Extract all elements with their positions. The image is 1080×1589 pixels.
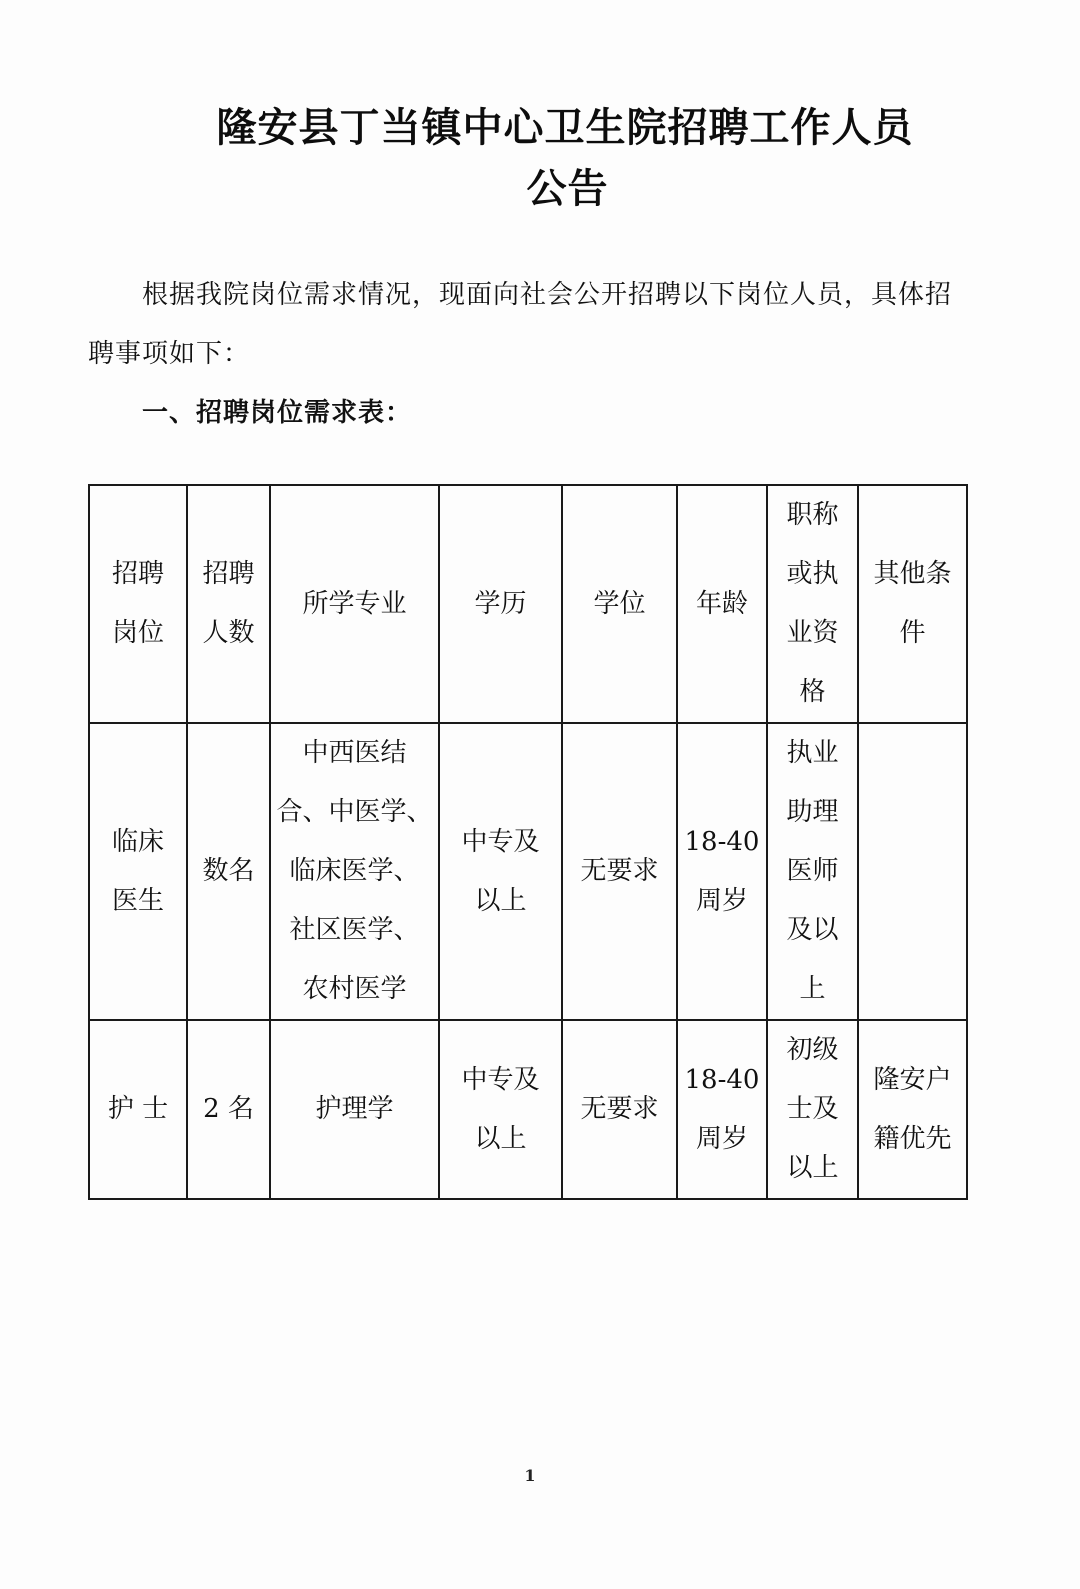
cell-qualification bbox=[767, 485, 858, 723]
intro-paragraph-line-2: 聘事项如下： bbox=[88, 339, 251, 369]
cell-other-conditions bbox=[858, 723, 967, 1020]
cell-qualification bbox=[767, 723, 858, 1020]
cell-text-line: 上 bbox=[799, 974, 826, 1004]
cell-text-line: 护 士 bbox=[107, 1094, 169, 1124]
cell-text-line: 临床 bbox=[111, 826, 164, 857]
cell-text-line: 周岁 bbox=[695, 885, 748, 916]
cell-text-line: 农村医学 bbox=[302, 974, 407, 1004]
cell-text-line: 格 bbox=[799, 677, 826, 707]
page-number: 1 bbox=[524, 1466, 536, 1485]
cell-text-line: 中专及 bbox=[461, 826, 540, 857]
cell-age bbox=[677, 485, 767, 723]
cell-text-line: 学历 bbox=[474, 588, 527, 619]
cell-text-line: 医师 bbox=[786, 856, 839, 886]
cell-age bbox=[677, 1020, 767, 1199]
table-row bbox=[89, 1020, 967, 1199]
cell-text-line: 2 名 bbox=[203, 1094, 254, 1124]
intro-paragraph-line-1: 根据我院岗位需求情况，现面向社会公开招聘以下岗位人员，具体招 bbox=[142, 280, 953, 310]
cell-other-conditions bbox=[858, 485, 967, 723]
cell-headcount bbox=[187, 723, 270, 1020]
cell-degree bbox=[562, 1020, 677, 1199]
cell-degree bbox=[562, 485, 677, 723]
cell-education bbox=[439, 485, 562, 723]
section-heading: 一、招聘岗位需求表： bbox=[142, 398, 413, 428]
cell-text-line: 以上 bbox=[474, 885, 527, 916]
cell-text-line: 合、中医学、 bbox=[276, 797, 433, 827]
cell-text-line: 无要求 bbox=[580, 1094, 659, 1124]
cell-headcount bbox=[187, 1020, 270, 1199]
page-title-continued: 公告 bbox=[526, 166, 609, 212]
cell-text-line: 招聘 bbox=[111, 559, 164, 589]
table-header-row bbox=[89, 485, 967, 723]
cell-education bbox=[439, 723, 562, 1020]
cell-position bbox=[89, 1020, 187, 1199]
cell-degree bbox=[562, 723, 677, 1020]
cell-major bbox=[270, 1020, 439, 1199]
page-title: 隆安县丁当镇中心卫生院招聘工作人员 bbox=[216, 105, 914, 151]
cell-text-line: 社区医学、 bbox=[289, 915, 420, 945]
cell-text-line: 中西医结 bbox=[302, 738, 407, 768]
cell-text-line: 隆安户 bbox=[873, 1064, 952, 1095]
cell-text-line: 学位 bbox=[593, 588, 646, 619]
cell-text-line: 士及 bbox=[786, 1094, 839, 1124]
cell-text-line: 岗位 bbox=[111, 618, 164, 648]
cell-position bbox=[89, 723, 187, 1020]
cell-text-line: 以上 bbox=[786, 1153, 839, 1183]
cell-qualification bbox=[767, 1020, 858, 1199]
cell-text-line: 医生 bbox=[111, 885, 164, 916]
cell-text-line: 籍优先 bbox=[873, 1123, 952, 1154]
cell-text-line: 18-40 bbox=[684, 826, 760, 857]
cell-text-line: 执业 bbox=[786, 738, 839, 768]
cell-education bbox=[439, 1020, 562, 1199]
cell-text-line: 招聘 bbox=[202, 559, 255, 589]
cell-text-line: 18-40 bbox=[684, 1064, 760, 1095]
recruitment-table bbox=[88, 484, 968, 1200]
cell-text-line: 及以 bbox=[786, 915, 839, 945]
cell-position bbox=[89, 485, 187, 723]
cell-other-conditions bbox=[858, 1020, 967, 1199]
cell-text-line: 初级 bbox=[786, 1035, 839, 1065]
cell-text-line: 中专及 bbox=[461, 1064, 540, 1095]
cell-major bbox=[270, 723, 439, 1020]
cell-text-line: 无要求 bbox=[580, 856, 659, 886]
table-row bbox=[89, 723, 967, 1020]
cell-headcount bbox=[187, 485, 270, 723]
cell-text-line: 业资 bbox=[786, 618, 839, 648]
cell-text-line: 以上 bbox=[474, 1123, 527, 1154]
cell-text-line: 临床医学、 bbox=[289, 856, 420, 886]
cell-text-line: 数名 bbox=[202, 856, 255, 886]
cell-age bbox=[677, 723, 767, 1020]
cell-text-line: 人数 bbox=[202, 618, 255, 648]
cell-text-line: 其他条 bbox=[873, 559, 952, 589]
cell-text-line: 或执 bbox=[786, 559, 839, 589]
cell-text-line: 助理 bbox=[786, 797, 839, 827]
cell-text-line: 周岁 bbox=[695, 1123, 748, 1154]
cell-major bbox=[270, 485, 439, 723]
cell-text-line: 所学专业 bbox=[302, 588, 407, 619]
cell-text-line: 职称 bbox=[786, 500, 839, 530]
cell-text-line: 年龄 bbox=[695, 588, 748, 619]
cell-text-line: 件 bbox=[899, 618, 926, 648]
cell-text-line: 护理学 bbox=[315, 1094, 394, 1124]
